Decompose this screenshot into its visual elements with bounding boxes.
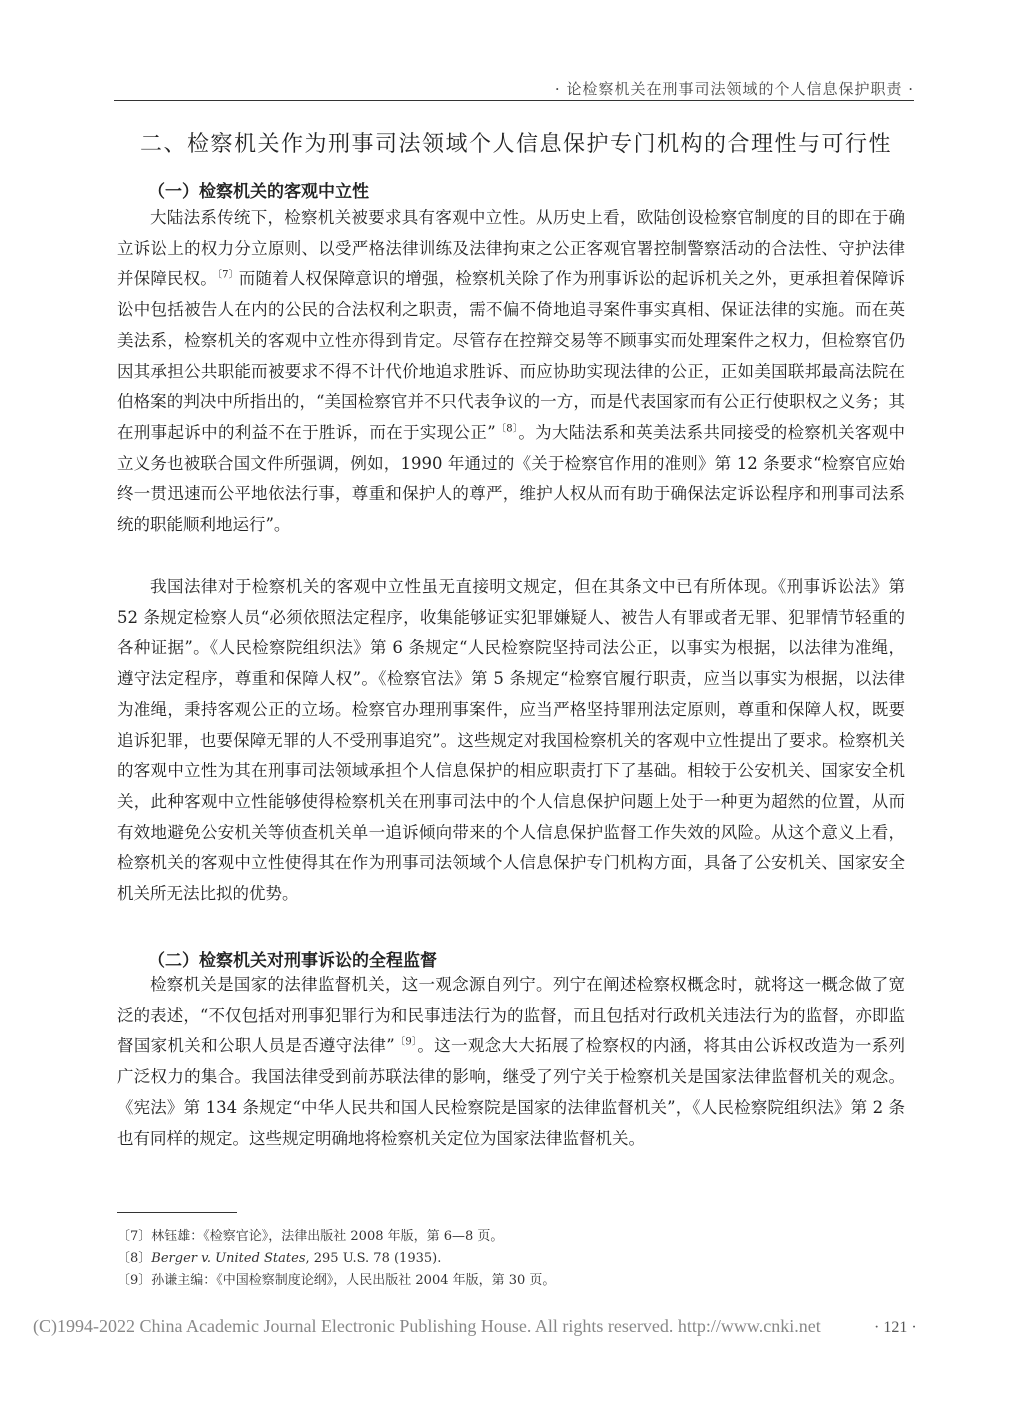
- citation-8: 〔8〕: [495, 423, 519, 435]
- footnote-8: [117, 1248, 907, 1270]
- paragraph-3: [117, 970, 905, 1154]
- subsection-heading-2: （二）检察机关对刑事诉讼的全程监督: [148, 951, 437, 971]
- section-title: 二、检察机关作为刑事司法领域个人信息保护专门机构的合理性与可行性: [140, 132, 893, 157]
- footnote-9: 〔9〕孙谦主编：《中国检察制度论纲》，人民出版社 2004 年版，第 30 页。: [117, 1273, 556, 1288]
- paragraph-1-text-b: 而随着人权保障意识的增强，检察机关除了作为刑事诉讼的起诉机关之外，更承担着保障诉讼中包括被告人在内的公民的合法权利之职责，需不偏不倚地追寻案件事实真相、保证法律的实施。而在英美法系，检察机关的客观中立性亦得到肯定。尽管存在控辩交易等不顾事实而处理案件之权力，但检察官仍因其承担公共职能而被要求不得不计代价地追求胜诉、而应协助实现法律的公正，正如美国联邦最高法院在伯格案的判决中所指出的，“美国检察官并不只代表争议的一方，而是代表国家而有公正行使职权之义务；其在刑事起诉中的利益不在于胜诉，而在于实现公正”: [117, 269, 905, 442]
- footnotes: [117, 1226, 907, 1292]
- footnote-8-case: Berger v. United States: [151, 1251, 306, 1266]
- subsection-heading-1: （一）检察机关的客观中立性: [148, 182, 369, 202]
- paragraph-3-text-a: 检察机关是国家的法律监督机关，这一观念源自列宁。列宁在阐述检察权概念时，就将这一概念做了宽泛的表述，“不仅包括对刑事犯罪行为和民事违法行为的监督，而且包括对行政机关违法行为的监督，亦即监督国家机关和公职人员是否遵守法律”: [117, 975, 905, 1056]
- copyright-notice: (C)1994-2022 China Academic Journal Electronic Publishing House. All rights reserved. http://www.cnki.net: [33, 1316, 821, 1336]
- citation-9: 〔9〕: [394, 1036, 418, 1048]
- running-head: · 论检察机关在刑事司法领域的个人信息保护职责 ·: [554, 80, 914, 98]
- paragraph-1: [117, 203, 905, 541]
- footnote-8-rest: , 295 U.S. 78 (1935).: [305, 1251, 442, 1266]
- paragraph-1-text-c: 。为大陆法系和英美法系共同接受的检察机关客观中立义务也被联合国文件所强调，例如，1990 年通过的《关于检察官作用的准则》第 12 条要求“检察官应始终一贯迅速而公平地依法行事，尊重和保护人的尊严，维护人权从而有助于确保法定诉讼程序和刑事司法系统的职能顺利地运行”。: [117, 422, 906, 535]
- header-rule: [114, 100, 914, 101]
- paragraph-1-text-a: 大陆法系传统下，检察机关被要求具有客观中立性。从历史上看，欧陆创设检察官制度的目的即在于确立诉讼上的权力分立原则、以受严格法律训练及法律拘束之公正客观官署控制警察活动的合法性、守护法律并保障民权。: [117, 208, 905, 289]
- page-number: · 121 ·: [874, 1319, 917, 1336]
- paragraph-3-text-b: 。这一观念大大拓展了检察权的内涵，将其由公诉权改造为一系列广泛权力的集合。我国法律受到前苏联法律的影响，继受了列宁关于检察机关是国家法律监督机关的观念。《宪法》第 134 条规定“中华人民共和国人民检察院是国家的法律监督机关”，《人民检察院组织法》第 2 条也有同样的规定。这些规定明确地将检察机关定位为国家法律监督机关。: [117, 1036, 905, 1148]
- footnote-rule: [117, 1212, 237, 1213]
- footnote-7: 〔7〕林钰雄：《检察官论》，法律出版社 2008 年版，第 6—8 页。: [117, 1229, 504, 1244]
- footnote-8-mark: 〔8〕: [117, 1251, 152, 1266]
- citation-7: 〔7〕: [216, 269, 239, 281]
- paragraph-2: 我国法律对于检察机关的客观中立性虽无直接明文规定，但在其条文中已有所体现。《刑事诉讼法》第 52 条规定检察人员“必须依照法定程序，收集能够证实犯罪嫌疑人、被告人有罪或者无罪、犯罪情节轻重的各种证据”。《人民检察院组织法》第 6 条规定“人民检察院坚持司法公正，以事实为根据，以法律为准绳，遵守法定程序，尊重和保障人权”。《检察官法》第 5 条规定“检察官履行职责，应当以事实为根据，以法律为准绳，秉持客观公正的立场。检察官办理刑事案件，应当严格坚持罪刑法定原则，尊重和保障人权，既要追诉犯罪，也要保障无罪的人不受刑事追究”。这些规定对我国检察机关的客观中立性提出了要求。检察机关的客观中立性为其在刑事司法领域承担个人信息保护的相应职责打下了基础。相较于公安机关、国家安全机关，此种客观中立性能够使得检察机关在刑事司法中的个人信息保护问题上处于一种更为超然的位置，从而有效地避免公安机关等侦查机关单一追诉倾向带来的个人信息保护监督工作失效的风险。从这个意义上看，检察机关的客观中立性使得其在作为刑事司法领域个人信息保护专门机构方面，具备了公安机关、国家安全机关所无法比拟的优势。: [117, 577, 905, 904]
